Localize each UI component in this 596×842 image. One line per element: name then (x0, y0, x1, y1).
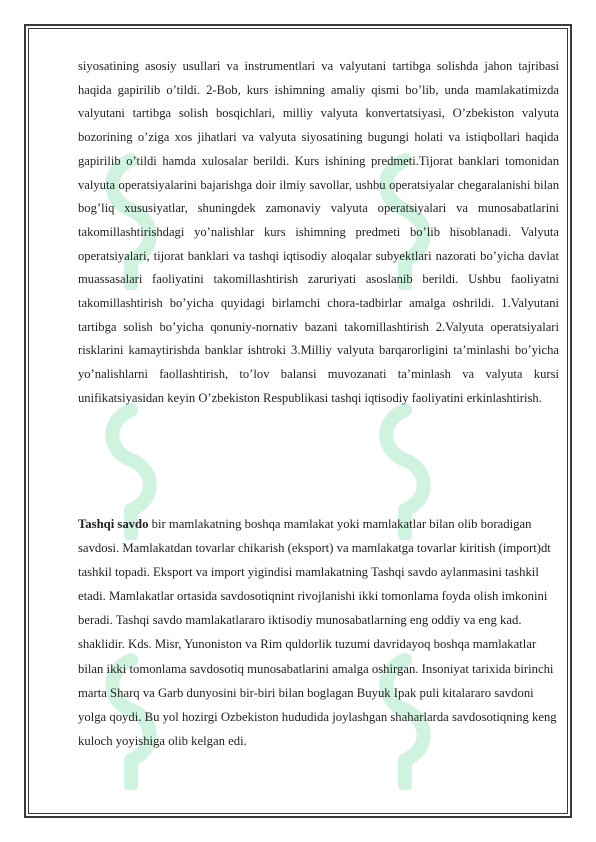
section-term: Tashqi savdo (78, 517, 149, 531)
section-paragraph (78, 512, 559, 753)
section-body: bir mamlakatning boshqa mamlakat yoki mamlakatlar bilan olib boradigan savdosi. Mamlakatdan tovarlar chikarish (eksport) va mamlakatga tovarlar kiritish (import)dt tashkil topadi. Eksport va import yigindisi mamlakatning Tashqi savdo aylanmasini tashkil etadi. Mamlakatlar ortasida savdosotiqnint rivojlanishi ikki tomonlama foyda olish imkonini beradi. Tashqi savdo mamlakatlararo iktisodiy munosabatlarning eng oddiy va eng kad. shaklidir. Kds. Misr, Yunoniston va Rim quldorlik tuzumi davridayoq boshqa mamlakatlar bilan ikki tomonlama savdosotiq munosabatlarini amalga oshirgan. Insoniyat tarixida birinchi marta Sharq va Garb dunyosini bir-biri bilan boglagan Buyuk Ipak puli kitalararo savdoni yolga qoydi. Bu yol hozirgi Ozbekiston hududida joylashgan shaharlarda savdosotiqning keng kuloch yoyishiga olib kelgan edi. (78, 517, 557, 748)
body-paragraph: siyosatining asosiy usullari va instrumentlari va valyutani tartibga solishda jahon tajribasi haqida gapirilib o’tildi. 2-Bob, kurs ishimning amaliy qismi bo’lib, unda mamlakatimizda valyutani tartibga solish bosqichlari, milliy valyuta konvertatsiyasi, O’zbekiston valyuta bozorining o’ziga xos jihatlari va valyuta siyosatining bugungi holati va istiqbollari haqida gapirilib o’tildi hamda xulosalar berildi. Kurs ishining predmeti.Tijorat banklari tomonidan valyuta operatsiyalarini bajarishga doir ilmiy savollar, ushbu operatsiyalar chegaralanishi bilan bog’liq xususiyatlar, shuningdek zamonaviy valyuta operatsiyalari va munosabatlarini takomillashtirishdagi yo’nalishlar kurs ishimning predmeti bo’lib hisoblanadi. Valyuta operatsiyalari, tijorat banklari va tashqi iqtisodiy aloqalar subyektlari nazorati bo’yicha davlat muassasalari faoliyatini takomillashtirish zaruriyati asoslanib berildi. Ushbu faoliyatni takomillashtirish bo’yicha quyidagi birlamchi chora-tadbirlar amalga oshrildi. 1.Valyutani tartibga solish bo’yicha qonuniy-nornativ bazani takomillashtirish 2.Valyuta operatsiyalari risklarini kamaytirishda banklar ishtroki 3.Milliy valyuta barqarorligini ta’minlashi bo’yicha yo’nalishlarni faollashtirish, to’lov balansi muvozanati ta’minlash va valyuta kursi unifikatsiyasidan keyin O’zbekiston Respublikasi tashqi iqtisodiy faoliyatini erkinlashtirish. (78, 59, 559, 405)
